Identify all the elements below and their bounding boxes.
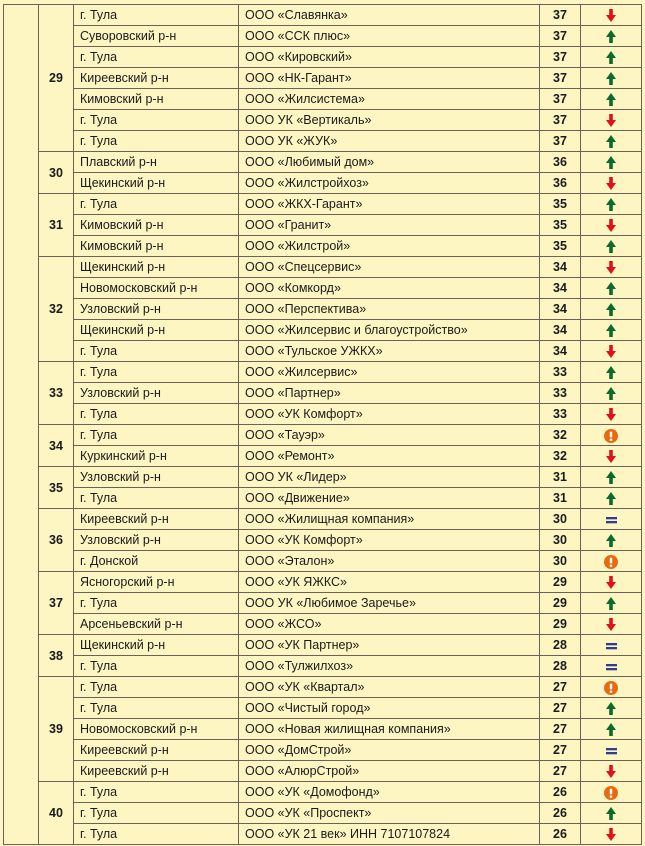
score-cell: 37 <box>540 47 581 68</box>
company-cell: ООО «ДомСтрой» <box>239 740 540 761</box>
district-cell: г. Тула <box>74 131 239 152</box>
company-cell: ООО «Жилстрой» <box>239 236 540 257</box>
company-cell: ООО «Спецсервис» <box>239 257 540 278</box>
arrow-up-icon <box>606 240 616 253</box>
trend-cell <box>581 131 642 152</box>
arrow-up-icon <box>606 303 616 316</box>
district-cell: Щекинский р-н <box>74 173 239 194</box>
score-cell: 26 <box>540 803 581 824</box>
company-cell: ООО «УК Партнер» <box>239 635 540 656</box>
company-cell: ООО «Движение» <box>239 488 540 509</box>
table-row <box>4 425 642 446</box>
table-row <box>4 362 642 383</box>
score-cell: 37 <box>540 26 581 47</box>
table-row <box>4 5 642 26</box>
table-row <box>4 677 642 698</box>
company-cell: ООО «УК «Квартал» <box>239 677 540 698</box>
score-cell: 27 <box>540 698 581 719</box>
score-cell: 37 <box>540 89 581 110</box>
table-body <box>4 5 642 845</box>
district-cell: г. Тула <box>74 425 239 446</box>
trend-cell <box>581 404 642 425</box>
trend-cell <box>581 614 642 635</box>
table-row <box>4 173 642 194</box>
company-cell: ООО «Чистый город» <box>239 698 540 719</box>
arrow-up-icon <box>606 387 616 400</box>
company-cell: ООО «Перспектива» <box>239 299 540 320</box>
district-cell: Киреевский р-н <box>74 740 239 761</box>
table-row <box>4 236 642 257</box>
rank-cell: 30 <box>39 152 74 194</box>
arrow-up-icon <box>606 72 616 85</box>
table-row <box>4 257 642 278</box>
trend-cell <box>581 593 642 614</box>
company-cell: ООО УК «Лидер» <box>239 467 540 488</box>
rank-cell: 32 <box>39 257 74 362</box>
rank-cell: 31 <box>39 194 74 257</box>
trend-cell <box>581 488 642 509</box>
table-row <box>4 803 642 824</box>
score-cell: 34 <box>540 320 581 341</box>
equal-icon <box>606 747 617 755</box>
table-row <box>4 572 642 593</box>
table-row <box>4 593 642 614</box>
rank-cell: 37 <box>39 572 74 635</box>
district-cell: Кимовский р-н <box>74 215 239 236</box>
company-cell: ООО УК «Вертикаль» <box>239 110 540 131</box>
table-row <box>4 509 642 530</box>
rank-cell: 34 <box>39 425 74 467</box>
score-cell: 37 <box>540 68 581 89</box>
score-cell: 26 <box>540 824 581 845</box>
company-cell: ООО «Жилсистема» <box>239 89 540 110</box>
table-row <box>4 47 642 68</box>
arrow-down-icon <box>606 450 616 463</box>
district-cell: Кимовский р-н <box>74 236 239 257</box>
company-cell: ООО «Жилстройхоз» <box>239 173 540 194</box>
rank-cell: 39 <box>39 677 74 782</box>
trend-cell <box>581 47 642 68</box>
trend-cell <box>581 299 642 320</box>
table-row <box>4 152 642 173</box>
trend-cell <box>581 740 642 761</box>
company-cell: ООО УК «ЖУК» <box>239 131 540 152</box>
district-cell: г. Тула <box>74 698 239 719</box>
company-cell: ООО «Новая жилищная компания» <box>239 719 540 740</box>
arrow-up-icon <box>606 93 616 106</box>
arrow-down-icon <box>606 261 616 274</box>
table-row <box>4 194 642 215</box>
trend-cell <box>581 509 642 530</box>
district-cell: г. Тула <box>74 194 239 215</box>
table-row <box>4 299 642 320</box>
arrow-up-icon <box>606 135 616 148</box>
trend-cell <box>581 635 642 656</box>
trend-cell <box>581 467 642 488</box>
table-row <box>4 614 642 635</box>
company-cell: ООО «УК ЯЖКС» <box>239 572 540 593</box>
score-cell: 29 <box>540 572 581 593</box>
table-row <box>4 740 642 761</box>
table-row <box>4 68 642 89</box>
company-cell: ООО «ЖКХ-Гарант» <box>239 194 540 215</box>
warning-icon <box>604 429 618 443</box>
score-cell: 35 <box>540 194 581 215</box>
table-row <box>4 635 642 656</box>
arrow-up-icon <box>606 471 616 484</box>
trend-cell <box>581 362 642 383</box>
arrow-down-icon <box>606 618 616 631</box>
trend-cell <box>581 761 642 782</box>
company-cell: ООО «АлюрСтрой» <box>239 761 540 782</box>
district-cell: г. Тула <box>74 5 239 26</box>
trend-cell <box>581 173 642 194</box>
score-cell: 27 <box>540 677 581 698</box>
score-cell: 31 <box>540 467 581 488</box>
district-cell: г. Тула <box>74 110 239 131</box>
trend-cell <box>581 215 642 236</box>
score-cell: 37 <box>540 5 581 26</box>
score-cell: 35 <box>540 215 581 236</box>
district-cell: г. Тула <box>74 488 239 509</box>
table-row <box>4 719 642 740</box>
district-cell: г. Тула <box>74 593 239 614</box>
score-cell: 34 <box>540 278 581 299</box>
trend-cell <box>581 278 642 299</box>
score-cell: 26 <box>540 782 581 803</box>
arrow-up-icon <box>606 30 616 43</box>
arrow-up-icon <box>606 492 616 505</box>
rank-cell: 38 <box>39 635 74 677</box>
company-cell: ООО «Любимый дом» <box>239 152 540 173</box>
trend-cell <box>581 530 642 551</box>
company-cell: ООО «Гранит» <box>239 215 540 236</box>
table-row <box>4 131 642 152</box>
arrow-up-icon <box>606 807 616 820</box>
score-cell: 36 <box>540 173 581 194</box>
score-cell: 33 <box>540 404 581 425</box>
table-row <box>4 656 642 677</box>
district-cell: г. Тула <box>74 47 239 68</box>
district-cell: Новомосковский р-н <box>74 719 239 740</box>
trend-cell <box>581 572 642 593</box>
district-cell: Узловский р-н <box>74 467 239 488</box>
rank-cell: 35 <box>39 467 74 509</box>
trend-cell <box>581 26 642 47</box>
score-cell: 37 <box>540 131 581 152</box>
district-cell: Кимовский р-н <box>74 89 239 110</box>
score-cell: 36 <box>540 152 581 173</box>
table-row <box>4 530 642 551</box>
district-cell: г. Донской <box>74 551 239 572</box>
company-cell: ООО «УК «Домофонд» <box>239 782 540 803</box>
table-row <box>4 278 642 299</box>
score-cell: 33 <box>540 383 581 404</box>
company-cell: ООО «Тулжилхоз» <box>239 656 540 677</box>
trend-cell <box>581 425 642 446</box>
company-cell: ООО «УК Комфорт» <box>239 530 540 551</box>
table-row <box>4 761 642 782</box>
trend-cell <box>581 5 642 26</box>
arrow-up-icon <box>606 723 616 736</box>
district-cell: Киреевский р-н <box>74 68 239 89</box>
trend-cell <box>581 803 642 824</box>
district-cell: Узловский р-н <box>74 299 239 320</box>
district-cell: Щекинский р-н <box>74 257 239 278</box>
district-cell: Ясногорский р-н <box>74 572 239 593</box>
score-cell: 28 <box>540 635 581 656</box>
rank-cell: 29 <box>39 5 74 152</box>
company-cell: ООО УК «Любимое Заречье» <box>239 593 540 614</box>
trend-cell <box>581 677 642 698</box>
warning-icon <box>604 786 618 800</box>
district-cell: г. Тула <box>74 362 239 383</box>
arrow-up-icon <box>606 324 616 337</box>
district-cell: Арсеньевский р-н <box>74 614 239 635</box>
district-cell: Узловский р-н <box>74 530 239 551</box>
table-row <box>4 551 642 572</box>
company-cell: ООО «Комкорд» <box>239 278 540 299</box>
trend-cell <box>581 152 642 173</box>
arrow-down-icon <box>606 576 616 589</box>
table-row <box>4 467 642 488</box>
company-cell: ООО «УК Комфорт» <box>239 404 540 425</box>
rating-table <box>3 4 642 845</box>
arrow-down-icon <box>606 177 616 190</box>
table-row <box>4 698 642 719</box>
arrow-up-icon <box>606 534 616 547</box>
table-row <box>4 446 642 467</box>
table-row <box>4 89 642 110</box>
arrow-up-icon <box>606 597 616 610</box>
table-row <box>4 110 642 131</box>
company-cell: ООО «УК «Проспект» <box>239 803 540 824</box>
arrow-down-icon <box>606 345 616 358</box>
company-cell: ООО «Эталон» <box>239 551 540 572</box>
trend-cell <box>581 341 642 362</box>
company-cell: ООО «Жилсервис» <box>239 362 540 383</box>
district-cell: Куркинский р-н <box>74 446 239 467</box>
company-cell: ООО «Жилсервис и благоустройство» <box>239 320 540 341</box>
trend-cell <box>581 110 642 131</box>
district-cell: Киреевский р-н <box>74 761 239 782</box>
equal-icon <box>606 642 617 650</box>
score-cell: 32 <box>540 425 581 446</box>
score-cell: 30 <box>540 509 581 530</box>
score-cell: 32 <box>540 446 581 467</box>
score-cell: 28 <box>540 656 581 677</box>
company-cell: ООО «ЖСО» <box>239 614 540 635</box>
district-cell: г. Тула <box>74 803 239 824</box>
company-cell: ООО «НК-Гарант» <box>239 68 540 89</box>
district-cell: г. Тула <box>74 341 239 362</box>
district-cell: г. Тула <box>74 824 239 845</box>
score-cell: 35 <box>540 236 581 257</box>
trend-cell <box>581 782 642 803</box>
table-row <box>4 488 642 509</box>
arrow-up-icon <box>606 198 616 211</box>
score-cell: 29 <box>540 593 581 614</box>
company-cell: ООО «Партнер» <box>239 383 540 404</box>
score-cell: 37 <box>540 110 581 131</box>
company-cell: ООО «Славянка» <box>239 5 540 26</box>
company-cell: ООО «ССК плюс» <box>239 26 540 47</box>
district-cell: Суворовский р-н <box>74 26 239 47</box>
table-row <box>4 404 642 425</box>
rank-cell: 40 <box>39 782 74 845</box>
score-cell: 31 <box>540 488 581 509</box>
trend-cell <box>581 824 642 845</box>
trend-cell <box>581 446 642 467</box>
score-cell: 34 <box>540 299 581 320</box>
trend-cell <box>581 236 642 257</box>
district-cell: г. Тула <box>74 782 239 803</box>
warning-icon <box>604 555 618 569</box>
trend-cell <box>581 383 642 404</box>
arrow-up-icon <box>606 366 616 379</box>
company-cell: ООО «Ремонт» <box>239 446 540 467</box>
district-cell: Щекинский р-н <box>74 635 239 656</box>
company-cell: ООО «Жилищная компания» <box>239 509 540 530</box>
table-row <box>4 26 642 47</box>
trend-cell <box>581 698 642 719</box>
table-row <box>4 215 642 236</box>
arrow-down-icon <box>606 219 616 232</box>
trend-cell <box>581 320 642 341</box>
score-cell: 27 <box>540 761 581 782</box>
arrow-down-icon <box>606 408 616 421</box>
arrow-up-icon <box>606 702 616 715</box>
rank-cell: 36 <box>39 509 74 572</box>
district-cell: г. Тула <box>74 656 239 677</box>
equal-icon <box>606 516 617 524</box>
district-cell: г. Тула <box>74 677 239 698</box>
score-cell: 34 <box>540 257 581 278</box>
arrow-up-icon <box>606 51 616 64</box>
score-cell: 34 <box>540 341 581 362</box>
trend-cell <box>581 656 642 677</box>
trend-cell <box>581 194 642 215</box>
table-row <box>4 341 642 362</box>
table-row <box>4 383 642 404</box>
company-cell: ООО «Тауэр» <box>239 425 540 446</box>
rank-cell: 33 <box>39 362 74 425</box>
trend-cell <box>581 257 642 278</box>
company-cell: ООО «Тульское УЖКХ» <box>239 341 540 362</box>
arrow-down-icon <box>606 828 616 841</box>
trend-cell <box>581 719 642 740</box>
company-cell: ООО «Кировский» <box>239 47 540 68</box>
trend-cell <box>581 68 642 89</box>
district-cell: Узловский р-н <box>74 383 239 404</box>
trend-cell <box>581 89 642 110</box>
district-cell: Плавский р-н <box>74 152 239 173</box>
arrow-down-icon <box>606 765 616 778</box>
score-cell: 27 <box>540 719 581 740</box>
arrow-down-icon <box>606 114 616 127</box>
district-cell: Щекинский р-н <box>74 320 239 341</box>
left-gutter <box>4 5 39 845</box>
district-cell: г. Тула <box>74 404 239 425</box>
district-cell: Киреевский р-н <box>74 509 239 530</box>
arrow-up-icon <box>606 156 616 169</box>
warning-icon <box>604 681 618 695</box>
district-cell: Новомосковский р-н <box>74 278 239 299</box>
score-cell: 33 <box>540 362 581 383</box>
score-cell: 27 <box>540 740 581 761</box>
table-row <box>4 320 642 341</box>
table-row <box>4 824 642 845</box>
score-cell: 30 <box>540 551 581 572</box>
score-cell: 29 <box>540 614 581 635</box>
table-row <box>4 782 642 803</box>
company-cell: ООО «УК 21 век» ИНН 7107107824 <box>239 824 540 845</box>
arrow-up-icon <box>606 282 616 295</box>
trend-cell <box>581 551 642 572</box>
score-cell: 30 <box>540 530 581 551</box>
equal-icon <box>606 663 617 671</box>
arrow-down-icon <box>606 9 616 22</box>
